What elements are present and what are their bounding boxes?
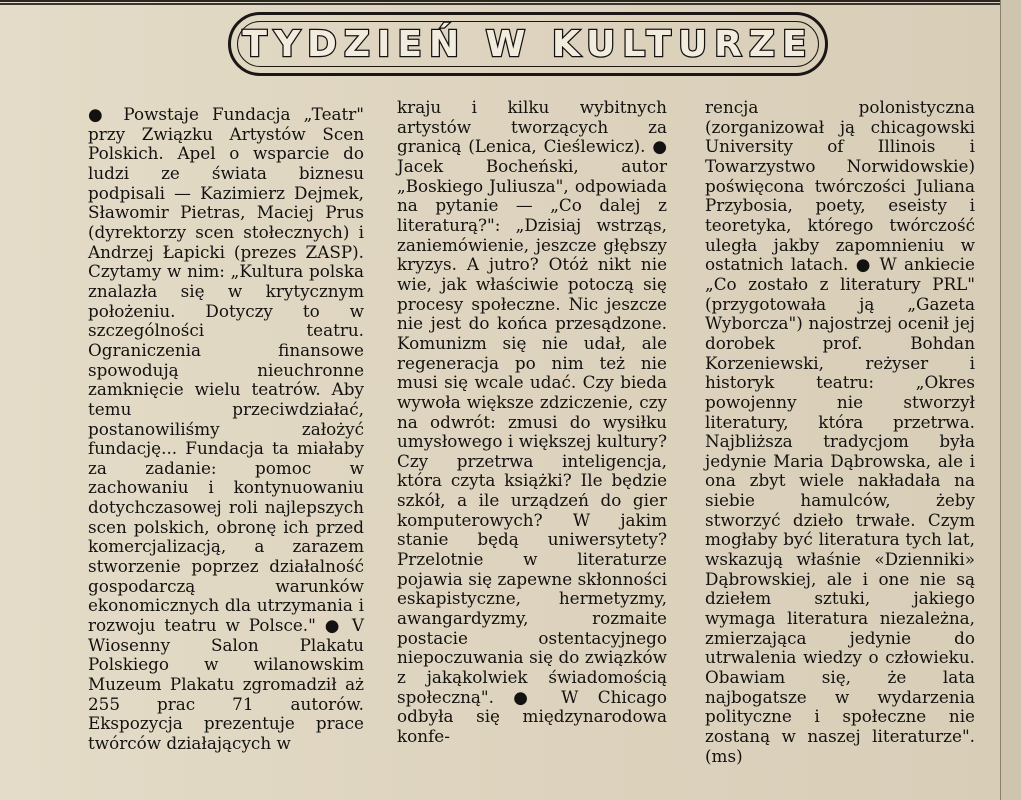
article-column-3: rencja polonistyczna (zorganizował ją chicagowski University of Illinois i Towarzystwo Norwidowskie) poświęcona twórczości Juliana Przybosia, poety, eseisty i teoretyka, którego twórczość uległa jakby zapomnieniu w ostatnich latach. ● W ankiecie „Co zostało z literatury PRL" (przygotowała ją „Gazeta Wyborcza") najostrzej ocenił jej dorobek prof. Bohdan Korzeniewski, reżyser i historyk teatru: „Okres powojenny nie stworzył literatury, która przetrwa. Najbliższa tradycjom była jedynie Maria Dąbrowska, ale i ona zbyt wiele nakładała na siebie hamulców, żeby stworzyć dzieło trwałe. Czym mogłaby być literatura tych lat, wskazują właśnie «Dzienniki» Dąbrowskiej, ale i one nie są dziełem sztuki, jakiego wymaga literatura niezależna, zmierzająca jedynie do utrwalenia wiedzy o człowieku. Obawiam się, że lata najbogatsze w wydarzenia polityczne i społeczne nie zostaną w naszej literaturze". (ms) (705, 97, 975, 766)
article-column-1: ● Powstaje Fundacja „Teatr" przy Związku Artystów Scen Polskich. Apel o wsparcie do ludzi ze świata biznesu podpisali — Kazimierz Dejmek, Sławomir Pietras, Maciej Prus (dyrektorzy scen stołecznych) i Andrzej Łapicki (prezes ZASP). Czytamy w nim: „Kultura polska znalazła się w krytycznym położeniu. Dotyczy to w szczególności teatru. Ograniczenia finansowe spowodują nieuchronne zamknięcie wielu teatrów. Aby temu przeciwdziałać, postanowiliśmy założyć fundację... Fundacja ta miałaby za zadanie: pomoc w zachowaniu i kontynuowaniu dotychczasowej roli najlepszych scen polskich, obronę ich przed komercjalizacją, a zarazem stworzenie poprzez działalność gospodarczą warunków ekonomicznych dla utrzymania i rozwoju teatru w Polsce." ● V Wiosenny Salon Plakatu Polskiego w wilanowskim Muzeum Plakatu zgromadził aż 255 prac 71 autorów. Ekspozycja prezentuje prace twórców działających w (88, 104, 364, 753)
section-title: TYDZIEŃ W KULTURZE (242, 23, 814, 65)
top-rule (0, 3, 1000, 5)
section-header (228, 12, 828, 76)
top-edge (0, 0, 1021, 2)
adjacent-page-edge (1000, 0, 1021, 800)
article-column-2: kraju i kilku wybitnych artystów tworzących za granicą (Lenica, Cieślewicz). ● Jacek Bocheński, autor „Boskiego Juliusza", odpowiada na pytanie — „Co dalej z literaturą?": „Dzisiaj wstrząs, zaniemówienie, jeszcze głębszy kryzys. A jutro? Otóż nikt nie wie, jak właściwie potoczą się procesy społeczne. Nic jeszcze nie jest do końca przesądzone. Komunizm się nie udał, ale regeneracja po nim też nie musi się wcale udać. Czy bieda wywoła większe zdziczenie, czy na odwrót: zmusi do wysiłku umysłowego i większej kultury? Czy przetrwa inteligencja, która czyta książki? Ile będzie szkół, a ile urządzeń do gier komputerowych? W jakim stanie będą uniwersytety? Przelotnie w literaturze pojawia się zapewne skłonności eskapistyczne, hermetyzmy, awangardyzmy, rozmaite postacie ostentacyjnego niepoczuwania się do związków z jakąkolwiek świadomością społeczną". ● W Chicago odbyła się międzynarodowa konfe- (397, 97, 667, 746)
